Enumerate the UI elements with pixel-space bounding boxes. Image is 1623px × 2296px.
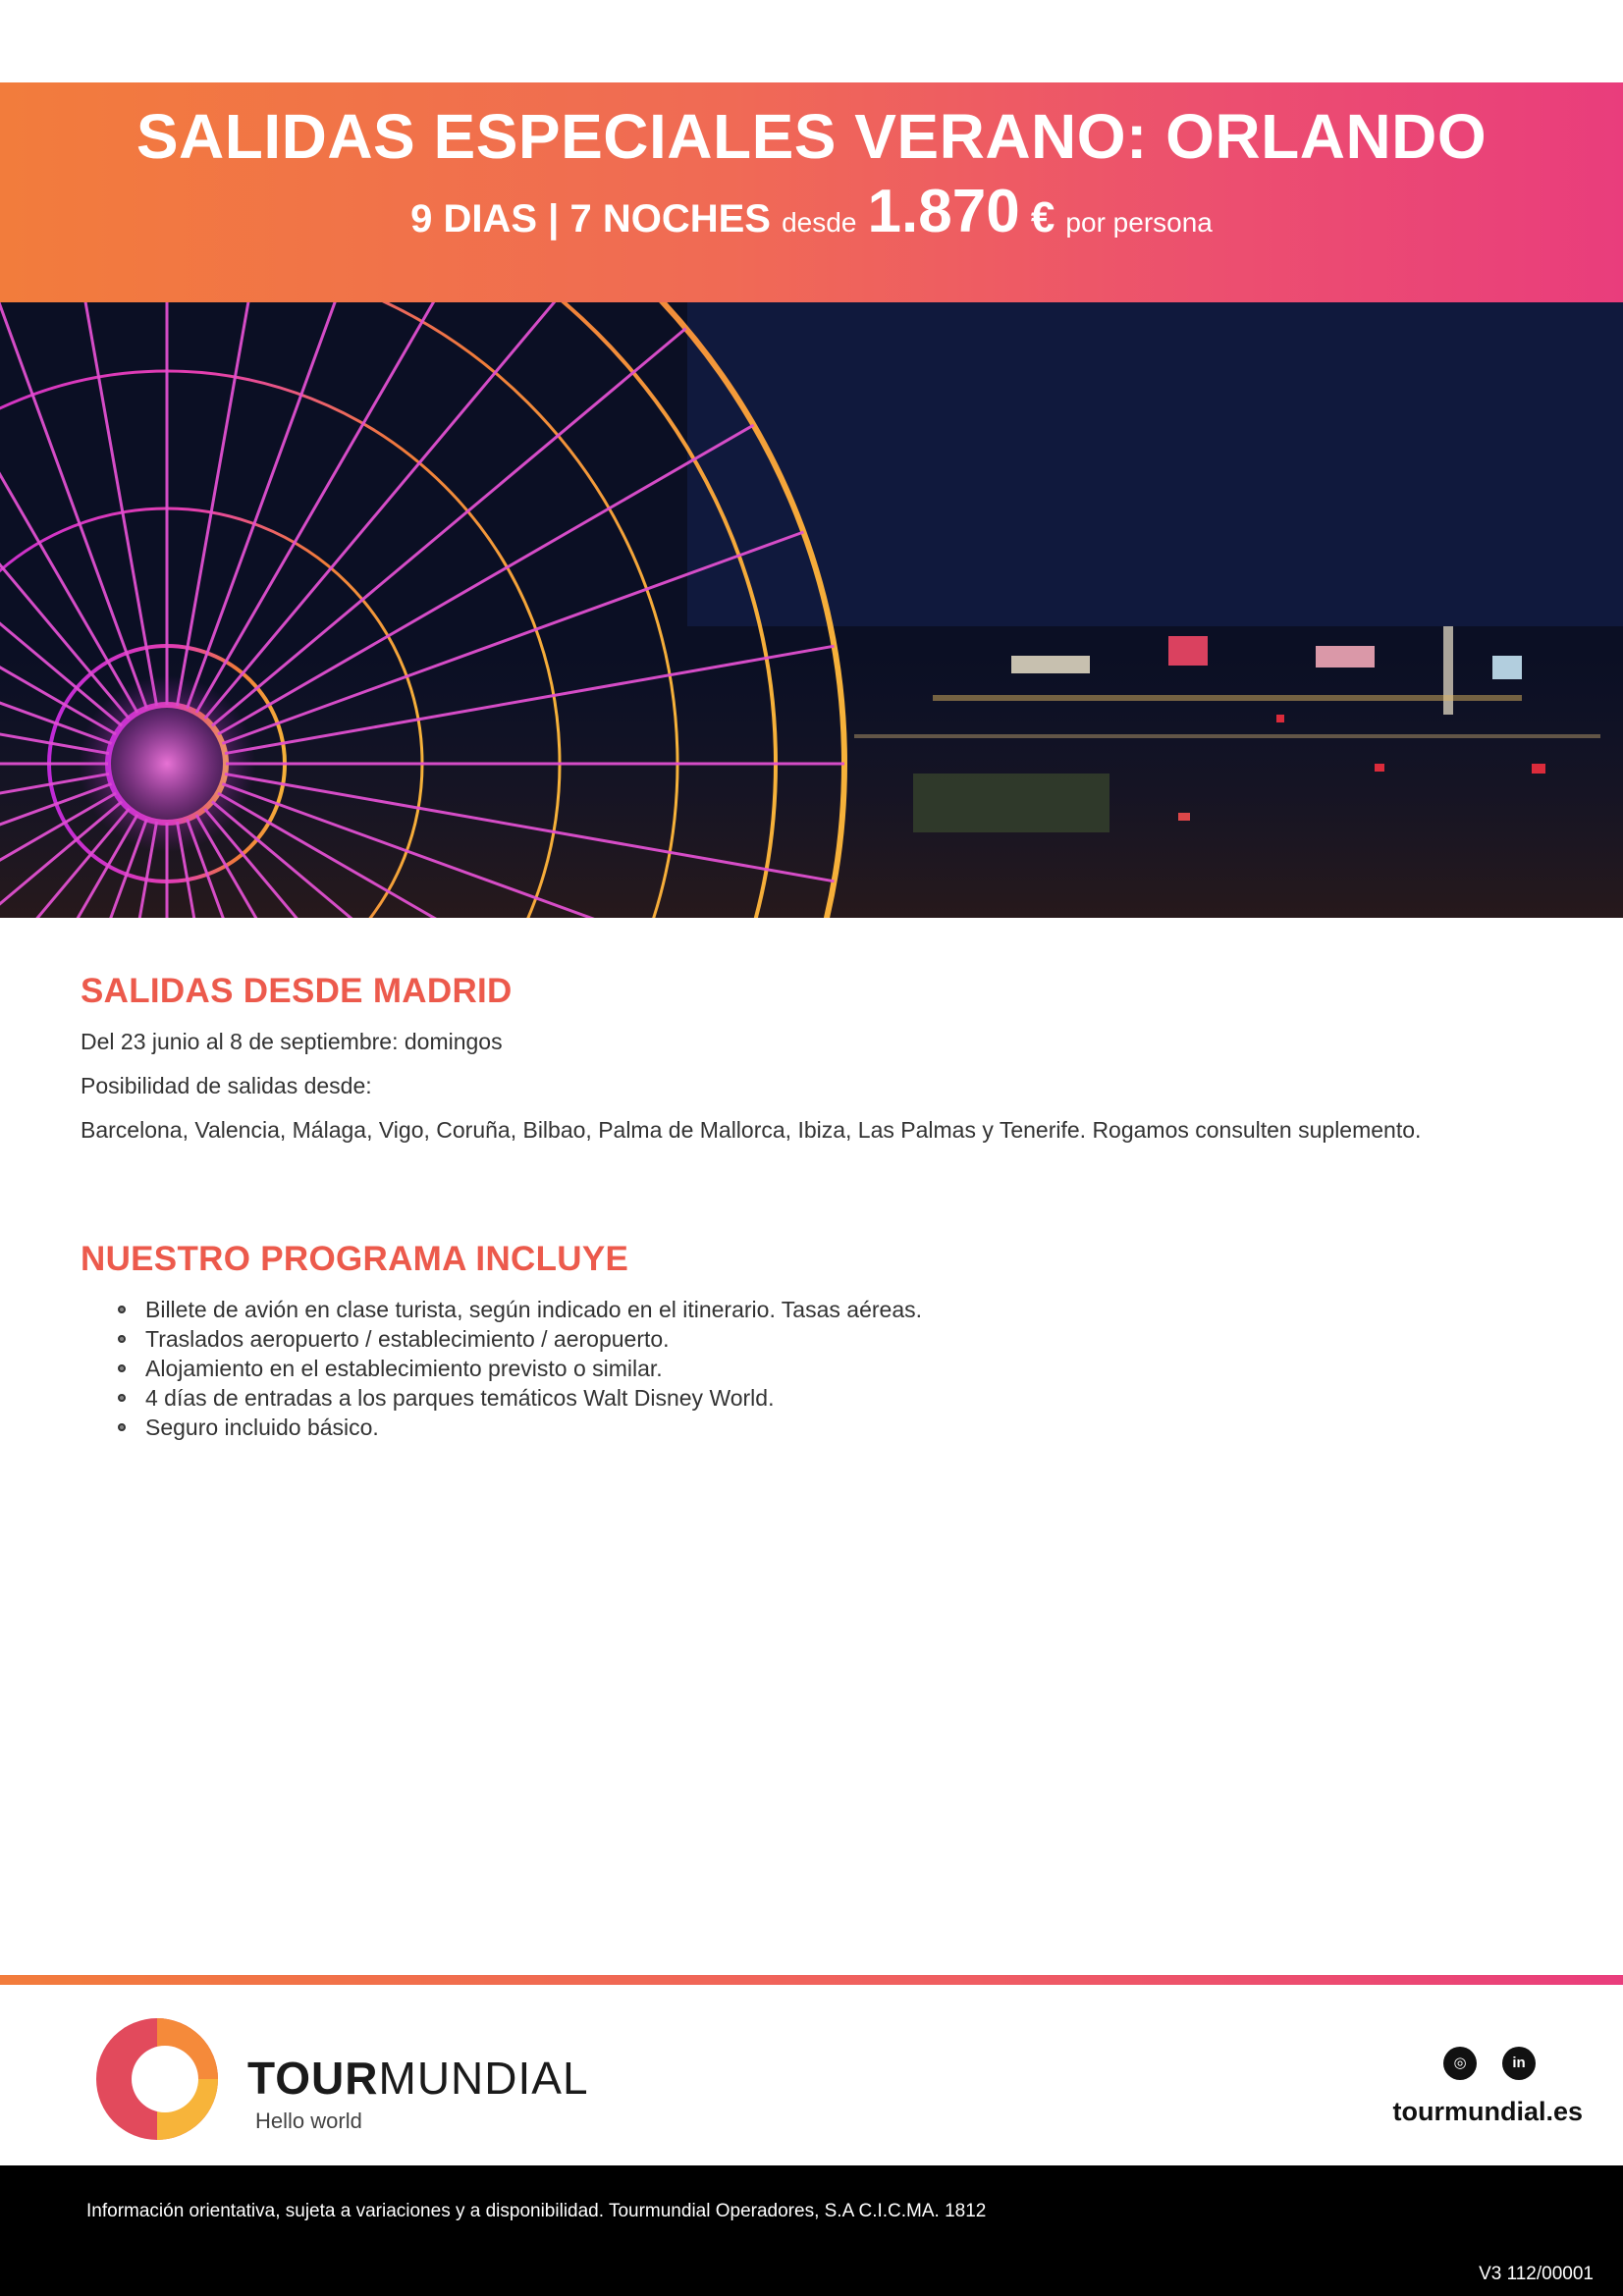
- list-item: Alojamiento en el establecimiento previsto o similar.: [81, 1354, 1553, 1383]
- trip-summary: [0, 179, 1623, 245]
- footer-divider: [0, 1975, 1623, 1985]
- bullet-icon: [118, 1306, 126, 1313]
- brand-logo[interactable]: [88, 2010, 658, 2148]
- price-from-label: desde: [782, 207, 857, 238]
- price-per-person: por persona: [1065, 207, 1213, 238]
- legal-bar: [0, 2165, 1623, 2296]
- wheel-hub-glow: [79, 675, 255, 852]
- departures-cities: Barcelona, Valencia, Málaga, Vigo, Coruña, Bilbao, Palma de Mallorca, Ibiza, Las Palmas y Tenerife. Rogamos consulten suplemento.: [81, 1117, 1422, 1143]
- list-item: Seguro incluido básico.: [81, 1413, 1553, 1442]
- departures-dates: Del 23 junio al 8 de septiembre: domingos: [81, 1029, 503, 1054]
- bullet-icon: [118, 1423, 126, 1431]
- price-currency: €: [1030, 193, 1055, 241]
- page-title: SALIDAS ESPECIALES VERANO: ORLANDO: [135, 101, 1488, 172]
- website-link[interactable]: tourmundial.es: [1392, 2097, 1583, 2126]
- bullet-icon: [118, 1335, 126, 1343]
- trip-duration: 9 DIAS | 7 NOCHES: [410, 197, 771, 240]
- hero-image-ferris-wheel: [0, 302, 1623, 918]
- list-item: Traslados aeropuerto / establecimiento / aeropuerto.: [81, 1324, 1553, 1354]
- program-title: NUESTRO PROGRAMA INCLUYE: [81, 1240, 629, 1278]
- departures-title: SALIDAS DESDE MADRID: [81, 972, 513, 1010]
- brand-name: TOURMUNDIAL: [247, 2053, 589, 2104]
- main-content: [81, 972, 1553, 1442]
- list-item: Billete de avión en clase turista, según indicado en el itinerario. Tasas aéreas.: [81, 1295, 1553, 1324]
- brand-tagline: Hello world: [255, 2109, 362, 2133]
- departures-possibility: Posibilidad de salidas desde:: [81, 1073, 372, 1098]
- social-links: [1443, 2047, 1551, 2082]
- tourmundial-logo-icon: [88, 2010, 226, 2148]
- bullet-icon: [118, 1364, 126, 1372]
- program-list: [81, 1295, 1553, 1442]
- list-item: 4 días de entradas a los parques temáticos Walt Disney World.: [81, 1383, 1553, 1413]
- price-value: 1.870: [867, 178, 1020, 245]
- instagram-icon[interactable]: ◎: [1443, 2047, 1477, 2080]
- linkedin-icon[interactable]: in: [1502, 2047, 1536, 2080]
- disclaimer-text: Información orientativa, sujeta a variaciones y a disponibilidad. Tourmundial Operadores, S.A C.I.C.MA. 1812: [86, 2201, 987, 2221]
- hero-illustration: [0, 302, 1623, 918]
- document-code: V3 112/00001: [1479, 2264, 1594, 2284]
- header-banner: [0, 82, 1623, 302]
- bullet-icon: [118, 1394, 126, 1402]
